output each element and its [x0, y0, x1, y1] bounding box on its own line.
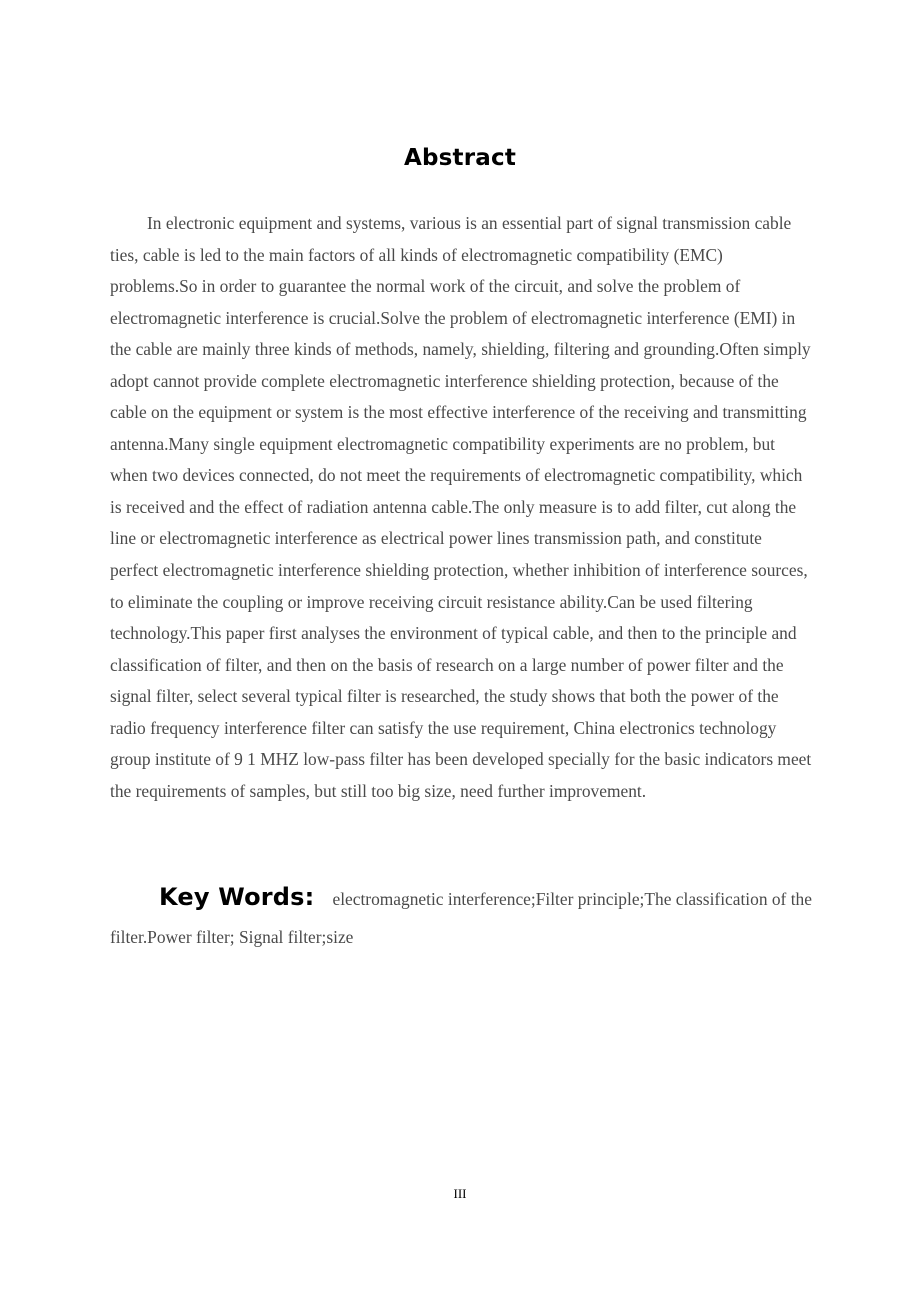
- abstract-paragraph: In electronic equipment and systems, various is an essential part of signal transmission cable ties, cable is led to the main factors of all kinds of electromagnetic compatibility (EMC) problems.So in order to guarantee the normal work of the circuit, and solve the problem of electromagnetic interference is crucial.Solve the problem of electromagnetic interference (EMI) in the cable are mainly three kinds of methods, namely, shielding, filtering and grounding.Often simply adopt cannot provide complete electromagnetic interference shielding protection, because of the cable on the equipment or system is the most effective interference of the receiving and transmitting antenna.Many single equipment electromagnetic compatibility experiments are no problem, but when two devices connected, do not meet the requirements of electromagnetic compatibility, which is received and the effect of radiation antenna cable.The only measure is to add filter, cut along the line or electromagnetic interference as electrical power lines transmission path, and constitute perfect electromagnetic interference shielding protection, whether inhibition of interference sources, to eliminate the coupling or improve receiving circuit resistance ability.Can be used filtering technology.This paper first analyses the environment of typical cable, and then to the principle and classification of filter, and then on the basis of research on a large number of power filter and the signal filter, select several typical filter is researched, the study shows that both the power of the radio frequency interference filter can satisfy the use requirement, China electronics technology group institute of 9 1 MHZ low-pass filter has been developed specially for the basic indicators meet the requirements of samples, but still too big size, need further improvement.: [110, 213, 812, 801]
- keywords-label: Key Words:: [159, 883, 315, 911]
- keywords-text: electromagnetic interference;Filter principle;The classification of the filter.Power filter; Signal filter;size: [110, 889, 812, 947]
- page-number: III: [453, 1186, 467, 1201]
- keywords-paragraph: [110, 878, 812, 956]
- abstract-title: Abstract: [403, 145, 517, 171]
